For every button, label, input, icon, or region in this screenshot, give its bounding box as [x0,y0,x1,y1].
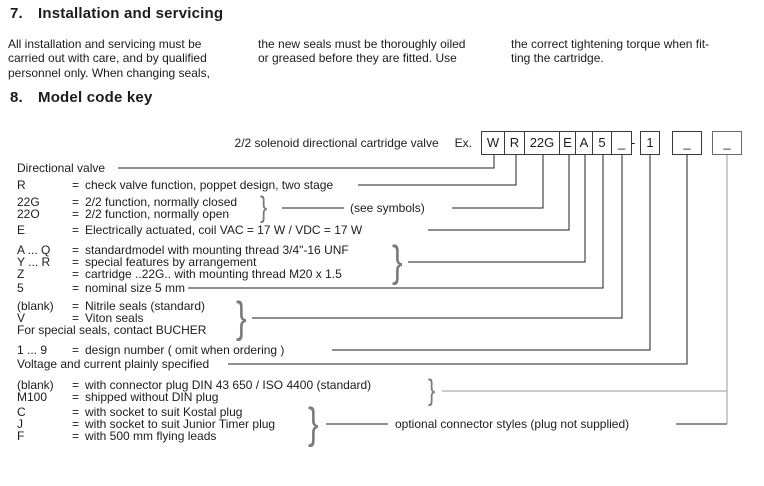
section7-column-1 [8,37,210,80]
key-code: Directional valve [17,161,106,175]
section8-heading [10,89,153,106]
key-equals: = [72,267,80,281]
key-row-5 [17,282,185,294]
key-code: For special seals, contact BUCHER [17,323,207,337]
section8-title: Model code key [38,89,153,106]
key-equals: = [72,378,80,392]
line-mounting-thread-group [408,155,585,262]
code-box-voltage: _ [672,131,702,155]
key-desc: design number ( omit when ordering ) [85,343,285,357]
key-row-voltage-current [17,358,222,370]
code-box-connector: _ [712,131,742,155]
section7-column-2 [258,37,465,66]
key-code: A ... Q [17,243,51,257]
code-box-e: E [559,131,576,155]
code-box-group [482,131,632,155]
key-desc: with socket to suit Junior Timer plug [85,417,276,431]
key-row-z [17,268,342,280]
key-equals: = [72,207,80,221]
key-code: 5 [17,281,24,295]
section7-column-3 [511,37,709,66]
line-check-valve [358,155,516,185]
see-symbols-annotation: (see symbols) [350,201,425,215]
key-code: (blank) [17,299,54,313]
key-equals: = [72,390,80,404]
key-equals: = [72,281,80,295]
optional-connector-annotation: optional connector styles (plug not supplied) [395,417,630,431]
key-desc: 2/2 function, normally open [85,207,230,221]
key-code: Voltage and current plainly specified [17,357,210,371]
section7-number: 7. [10,5,23,22]
section7-heading [10,5,223,22]
key-equals: = [72,223,80,237]
key-code: (blank) [17,378,54,392]
key-code: V [17,311,26,325]
code-box-a: A [575,131,593,155]
line-directional-valve [118,155,494,168]
brace-icon: } [428,374,436,407]
key-desc: shipped without DIN plug [85,390,219,404]
key-equals: = [72,243,80,257]
key-desc: Viton seals [85,311,144,325]
key-row-design-number [17,344,284,356]
key-desc: 2/2 function, normally closed [85,195,238,209]
key-desc: check valve function, poppet design, two stage [85,178,334,192]
brace-icon: } [392,237,403,286]
key-equals: = [72,299,80,313]
key-code: E [17,223,26,237]
body-line: the correct tightening torque when fit- [511,37,710,51]
example-label: 2/2 solenoid directional cartridge valve [234,136,439,150]
code-box-w: W [481,131,505,155]
code-box-seal: _ [611,131,632,155]
key-equals: = [72,195,80,209]
key-row-f [17,430,216,442]
key-row-r [17,179,333,191]
key-desc: nominal size 5 mm [85,281,186,295]
example-label-row [160,136,472,150]
section8-number: 8. [10,89,23,106]
line-electrically-actuated [428,155,569,230]
key-code: J [17,417,23,431]
key-code: R [17,178,26,192]
body-line: personnel only. When changing seals, [8,65,210,80]
key-row-22o [17,208,229,220]
key-code: 22O [17,207,40,221]
key-equals: = [72,343,80,357]
body-line: or greased before they are fitted. Use [258,51,457,66]
key-desc: Electrically actuated, coil VAC = 17 W / VDC = 17 W [85,223,363,237]
code-box-design: 1 [640,131,660,155]
key-equals: = [72,255,80,269]
key-desc: standardmodel with mounting thread 3/4"-16 UNF [85,243,349,257]
key-equals: = [72,311,80,325]
code-box-22g: 22G [524,131,560,155]
key-desc: Nitrile seals (standard) [85,299,206,313]
key-desc: with connector plug DIN 43 650 / ISO 4400 (standard) [85,378,372,392]
key-code: Z [17,267,25,281]
key-code: M100 [17,390,48,404]
key-code: F [17,429,25,443]
key-row-e [17,224,362,236]
body-line: the new seals must be thoroughly oiled [258,37,466,51]
key-code: 1 ... 9 [17,343,48,357]
body-line: ting the cartridge. [511,51,604,66]
brace-icon: } [236,293,247,342]
body-line: carried out with care, and by qualified [8,51,207,66]
key-desc: with socket to suit Kostal plug [85,405,243,419]
key-desc: special features by arrangement [85,255,257,269]
key-equals: = [72,429,80,443]
brace-icon: } [260,191,268,224]
key-row-directional-valve [17,162,118,174]
key-equals: = [72,178,80,192]
key-equals: = [72,405,80,419]
section7-title: Installation and servicing [38,5,224,22]
line-see-symbols-right [452,155,543,208]
key-row-special-seals [17,324,219,336]
brace-icon: } [308,399,319,448]
body-line: All installation and servicing must be [8,37,202,51]
key-desc: cartridge ..22G.. with mounting thread M20 x 1.5 [85,267,342,281]
code-separator: - [631,135,636,150]
line-design-number [332,155,650,350]
key-code: Y ... R [17,255,51,269]
key-code: C [17,405,26,419]
key-desc: with 500 mm flying leads [85,429,217,443]
key-equals: = [72,417,80,431]
key-code: 22G [17,195,40,209]
code-box-5: 5 [592,131,612,155]
code-box-r: R [504,131,525,155]
example-ex: Ex. [454,136,472,150]
key-row-m100 [17,391,218,403]
